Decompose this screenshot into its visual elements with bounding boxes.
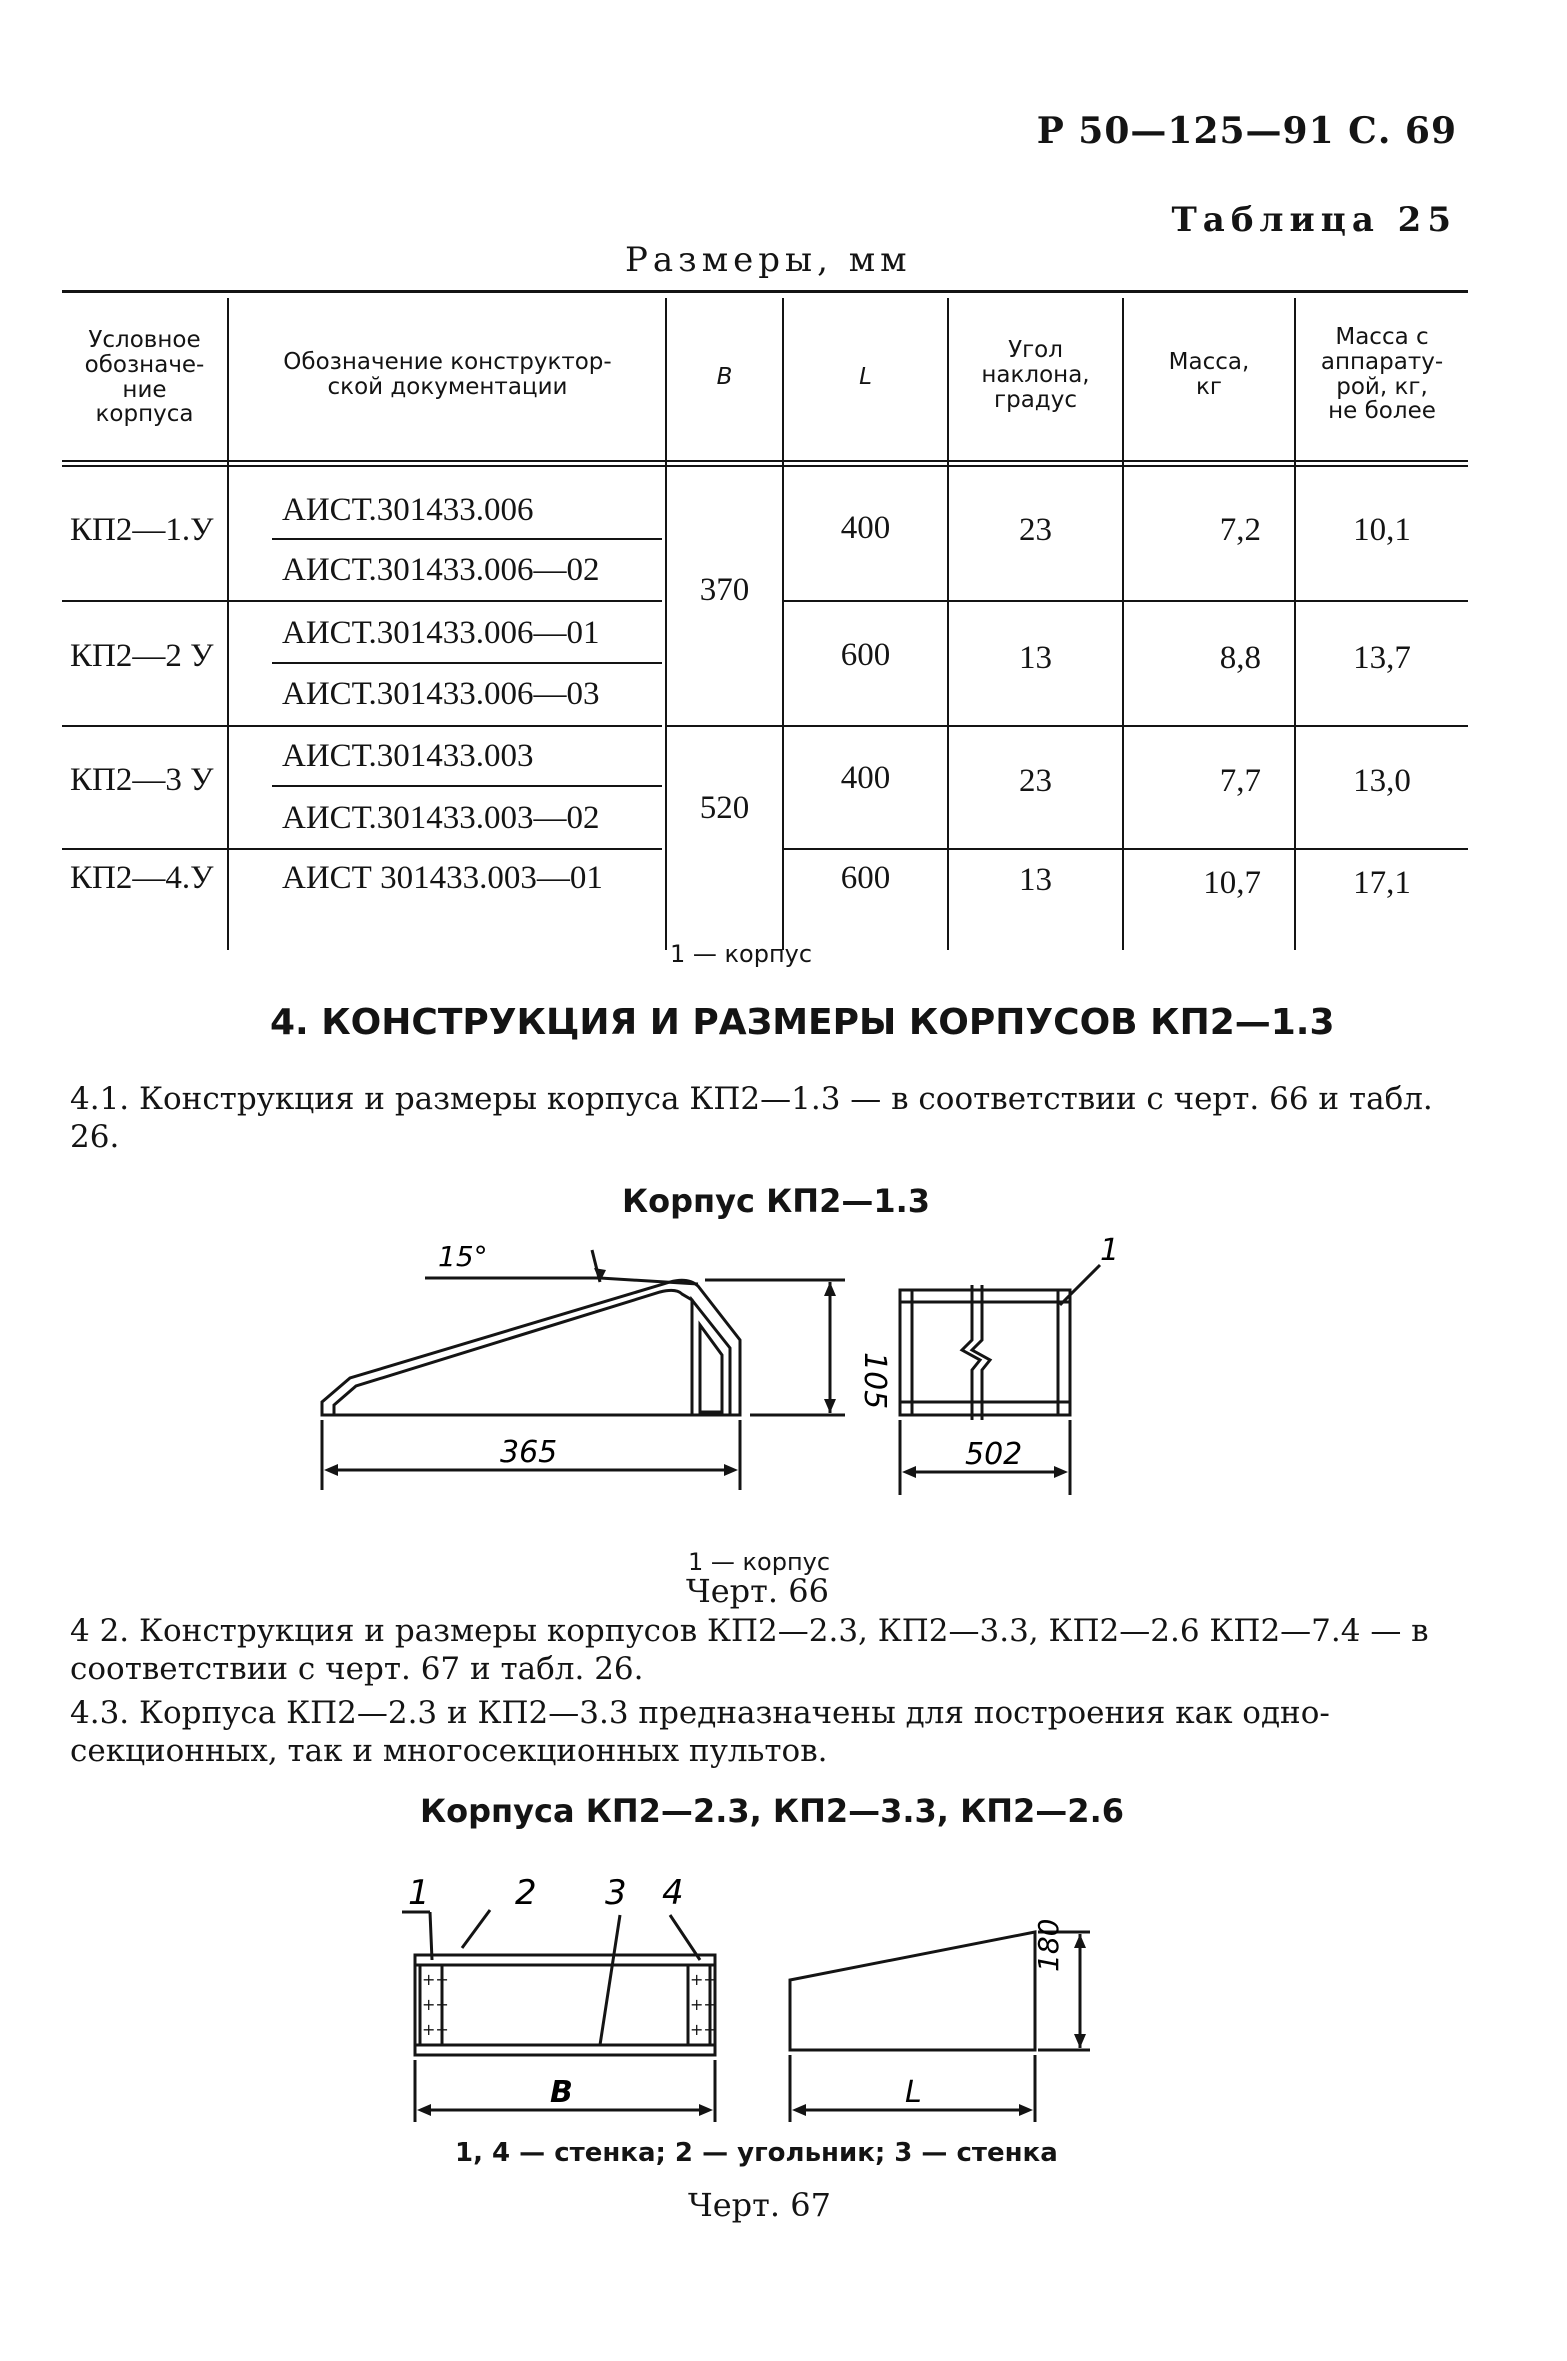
table-cell-l: 400 (840, 760, 891, 796)
col-header-angle-line: наклона, (981, 361, 1090, 388)
col-header-doc (230, 350, 665, 400)
figure-66-title: Корпус КП2—1.3 (622, 1182, 931, 1220)
col-sep-1 (227, 298, 229, 950)
table-top-rule (62, 290, 1468, 293)
col-header-designation (62, 328, 227, 427)
col-header-l: L (859, 364, 872, 390)
figure-67-title: Корпуса КП2—2.3, КП2—3.3, КП2—2.6 (420, 1792, 1124, 1830)
grid-marker: ++ (690, 1970, 717, 1989)
table-cell-angle: 23 (1019, 512, 1052, 548)
leader-2 (462, 1910, 490, 1948)
paragraph-4-3: 4.3. Корпуса КП2—2.3 и КП2—3.3 предназначены для построения как одно-секционных, так и многосекционных пультов. (70, 1695, 1330, 1769)
group-rule (784, 600, 1468, 602)
arrowhead (1054, 1466, 1068, 1478)
housing-rib (692, 1300, 730, 1415)
arrowhead (824, 1399, 836, 1413)
page-header-reference: Р 50—125—91 С. 69 (1036, 110, 1457, 152)
table-cell-l: 600 (840, 637, 891, 673)
col-sep-3 (782, 298, 784, 950)
fig1-depth-label: 502 (965, 1437, 1023, 1472)
doc-rule (272, 785, 662, 787)
group-rule (62, 848, 662, 850)
leader-3 (600, 1915, 620, 2045)
figure-67-caption: Черт. 67 (688, 2186, 831, 2224)
doc-rule (272, 538, 662, 540)
fig1-height-label: 105 (857, 1352, 892, 1410)
table-cell-angle: 23 (1019, 763, 1052, 799)
table-cell-mass (1124, 763, 1294, 800)
panel-outline (415, 1955, 715, 2055)
col-sep-2 (665, 298, 667, 950)
doc-rule (272, 662, 662, 664)
arrowhead (724, 1464, 738, 1476)
col-header-mass-app-line: аппарату- (1320, 348, 1444, 375)
group-rule (62, 600, 662, 602)
table-cell-designation: КП2—3 У (70, 762, 214, 798)
table-header-rule (62, 460, 1468, 462)
table-cell-designation: КП2—4.У (70, 860, 214, 896)
arrowhead (1074, 2034, 1086, 2048)
table-cell-doc: АИСТ.301433.006—01 (282, 615, 600, 651)
col-header-designation-line: корпуса (95, 401, 194, 428)
arrowhead (902, 1466, 916, 1478)
col-header-designation-line: обозначе- (84, 351, 205, 378)
table-cell-doc: АИСТ.301433.006—03 (282, 676, 600, 712)
table-cell-angle: 13 (1019, 862, 1052, 898)
table-cell-mass-app: 17,1 (1353, 865, 1411, 901)
housing-side-inner (334, 1290, 692, 1415)
figure-66-drawing (300, 1230, 1200, 1540)
table-cell-l: 600 (840, 860, 891, 896)
col-header-angle-line: градус (994, 386, 1077, 413)
fig2-label-2: 2 (515, 1873, 537, 1913)
fig1-width-label: 365 (500, 1435, 558, 1470)
housing-front-outline (900, 1290, 1070, 1415)
table-cell-l: 400 (840, 510, 891, 546)
table-cell-designation: КП2—2 У (70, 638, 214, 674)
fig1-leader-label: 1 (1100, 1233, 1120, 1268)
table-cell-mass (1124, 865, 1294, 902)
table-cell-b: 370 (699, 572, 750, 608)
arrowhead (594, 1268, 606, 1282)
table-cell-mass-app: 10,1 (1353, 512, 1411, 548)
table-cell-designation: КП2—1.У (70, 512, 214, 548)
paragraph-4-1: 4.1. Конструкция и размеры корпуса КП2—1.3 — в соответствии с черт. 66 и табл. 26. (70, 1081, 1433, 1155)
table-footnote: 1 — корпус (670, 940, 813, 968)
housing-rib-inner (700, 1325, 722, 1412)
col-header-mass-app-line: не более (1328, 398, 1436, 425)
table-cell-doc: АИСТ 301433.003—01 (282, 860, 603, 896)
table-cell-b: 520 (699, 790, 750, 826)
table-cell-mass (1124, 512, 1294, 549)
figure-67-drawing (390, 1860, 1110, 2130)
figure-66-caption: Черт. 66 (686, 1572, 829, 1610)
grid-marker: ++ (422, 2020, 449, 2039)
table-cell-mass-value: 7,7 (1219, 763, 1261, 799)
break-line-2 (972, 1285, 990, 1420)
table-cell-mass-value: 7,2 (1219, 512, 1261, 548)
leader-line (1060, 1265, 1100, 1305)
grid-marker: ++ (422, 1970, 449, 1989)
figure-67-legend: 1, 4 — стенка; 2 — угольник; 3 — стенка (455, 2138, 1058, 2168)
col-header-angle-line: Угол (1008, 337, 1063, 363)
arrowhead (417, 2104, 431, 2116)
table-header-rule-2 (62, 465, 1468, 467)
table-cell-doc: АИСТ.301433.003—02 (282, 800, 600, 836)
section-heading: 4. КОНСТРУКЦИЯ И РАЗМЕРЫ КОРПУСОВ КП2—1.3 (270, 1002, 1335, 1043)
grid-marker: ++ (690, 1995, 717, 2014)
paragraph-4-2: 4 2. Конструкция и размеры корпусов КП2—2.3, КП2—3.3, КП2—2.6 КП2—7.4 — в соответствии с черт. 67 и табл. 26. (70, 1613, 1429, 1687)
col-header-mass-app (1296, 325, 1468, 424)
figure-66-legend: 1 — корпус (688, 1548, 831, 1576)
table-cell-mass-value: 8,8 (1219, 640, 1261, 676)
col-header-designation-line: ние (122, 376, 167, 403)
table-cell-mass (1124, 640, 1294, 677)
leader-1b (430, 1912, 432, 1960)
table-cell-mass-value: 10,7 (1203, 865, 1261, 901)
arrowhead (1074, 1934, 1086, 1948)
arrowhead (824, 1282, 836, 1296)
col-header-doc-line: Обозначение конструктор- (283, 349, 612, 375)
col-header-angle (949, 338, 1122, 412)
table-cell-mass-app: 13,7 (1353, 640, 1411, 676)
fig2-label-1: 1 (408, 1873, 430, 1913)
fig1-angle-label: 15° (438, 1240, 488, 1273)
fig2-width-label: В (550, 2075, 573, 2110)
col-header-mass-app-line: Масса с (1335, 324, 1429, 350)
spec-table (62, 290, 1468, 950)
group-rule (62, 725, 662, 727)
table-cell-angle: 13 (1019, 640, 1052, 676)
arrowhead (699, 2104, 713, 2116)
table-cell-mass-app: 13,0 (1353, 763, 1411, 799)
fig2-length-label: L (905, 2075, 922, 2110)
arrowhead (792, 2104, 806, 2116)
fig2-label-4: 4 (662, 1873, 684, 1913)
grid-marker: ++ (422, 1995, 449, 2014)
grid-marker: ++ (690, 2020, 717, 2039)
group-rule (784, 848, 1468, 850)
col-header-mass-line: кг (1196, 373, 1222, 400)
col-header-b: В (716, 364, 733, 390)
col-header-doc-line: ской документации (327, 373, 568, 400)
table-cell-doc: АИСТ.301433.006 (282, 492, 534, 528)
group-rule (667, 725, 1468, 727)
fig2-height-label: 180 (1032, 1918, 1065, 1972)
fig2-label-3: 3 (605, 1873, 627, 1913)
col-header-mass-app-line: рой, кг, (1336, 373, 1428, 400)
side-profile-outline (790, 1932, 1035, 2050)
table-subtitle: Размеры, мм (625, 240, 912, 280)
col-header-designation-line: Условное (88, 327, 201, 353)
col-header-mass (1124, 350, 1294, 400)
housing-side-outline (322, 1280, 740, 1415)
col-header-mass-line: Масса, (1168, 349, 1250, 375)
arrowhead (1019, 2104, 1033, 2116)
table-caption: Таблица 25 (1171, 200, 1457, 240)
leader-4 (670, 1915, 700, 1960)
arrowhead (324, 1464, 338, 1476)
table-cell-doc: АИСТ.301433.006—02 (282, 552, 600, 588)
table-cell-doc: АИСТ.301433.003 (282, 738, 534, 774)
